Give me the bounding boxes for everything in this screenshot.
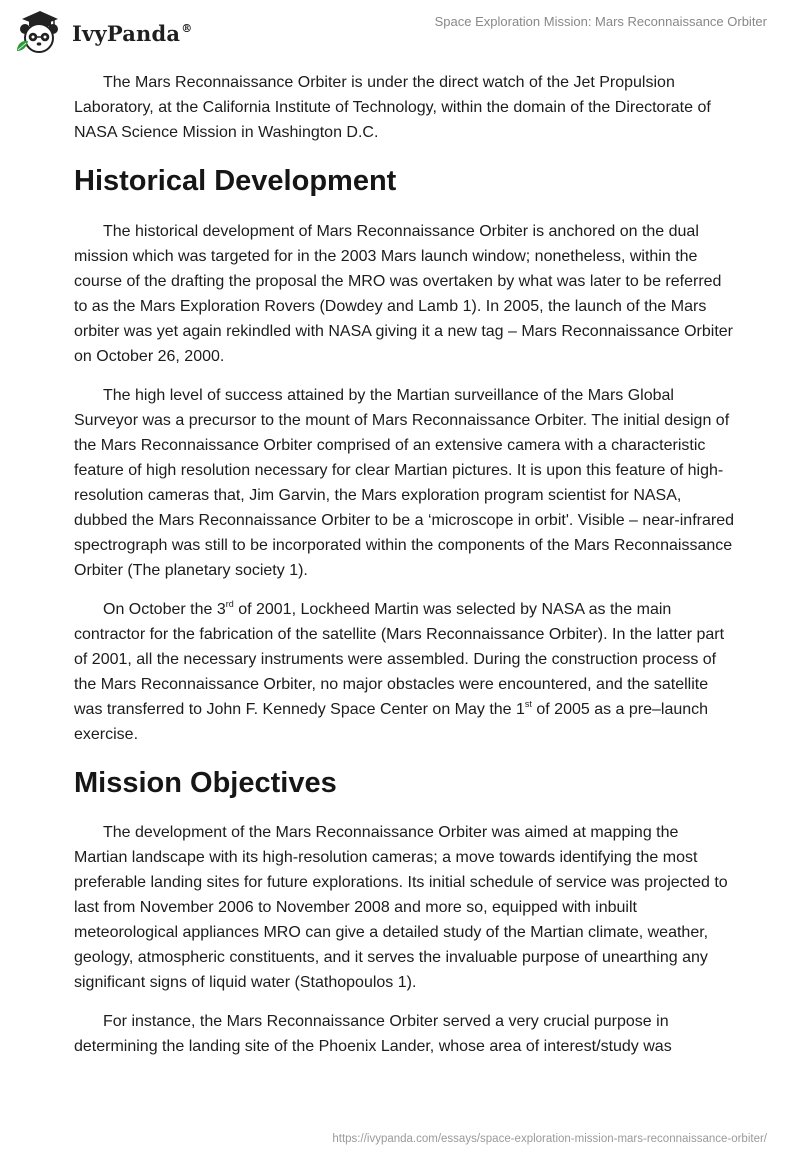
heading-historical-development: Historical Development [74,165,397,197]
panda-logo-icon [14,7,64,55]
paragraph-mission-1: The development of the Mars Reconnaissance Orbiter was aimed at mapping the Martian landscape with its high-resolution cameras; a move towards identifying the most preferable landing sites for future explorations. Its initial schedule of service was projected to last from November 2006 to November 2008 and more so, equipped with inbuilt meteorological appliances MRO can give a detailed study of the Martian climate, weather, geology, atmospheric constituents, and it serves the invaluable purpose of unearthing any significant signs of liquid water (Stathopoulos 1). [74,824,728,991]
ordinal-suffix: rd [225,599,234,609]
brand-name: IvyPanda® [72,20,193,46]
page-header [0,0,800,60]
essay-content [74,70,734,1073]
running-title: Space Exploration Mission: Mars Reconnaissance Orbiter [434,14,767,29]
paragraph-intro: The Mars Reconnaissance Orbiter is under the direct watch of the Jet Propulsion Laboratory, at the California Institute of Technology, within the domain of the Directorate of NASA Science Mission in Washington D.C. [74,74,711,141]
paragraph-mission-2: For instance, the Mars Reconnaissance Orbiter served a very crucial purpose in determining the landing site of the Phoenix Lander, whose area of interest/study was [74,1013,672,1055]
brand-logo[interactable] [14,7,192,55]
ordinal-suffix: st [524,699,532,709]
heading-mission-objectives: Mission Objectives [74,767,337,799]
paragraph-historical-1: The historical development of Mars Reconnaissance Orbiter is anchored on the dual mission which was targeted for in the 2003 Mars launch window; nonetheless, within the course of the drafting the proposal the MRO was overtaken by what was later to be referred to as the Mars Exploration Rovers (Dowdey and Lamb 1). In 2005, the launch of the Mars orbiter was yet again rekindled with NASA giving it a new tag – Mars Reconnaissance Orbiter on October 26, 2000. [74,223,733,365]
paragraph-historical-3: On October the 3rd of 2001, Lockheed Martin was selected by NASA as the main contractor for the fabrication of the satellite (Mars Reconnaissance Orbiter). In the latter part of 2001, all the necessary instruments were assembled. During the construction process of the Mars Reconnaissance Orbiter, no major obstacles were encountered, and the satellite was transferred to John F. Kennedy Space Center on May the 1st of 2005 as a pre–launch exercise. [74,599,725,743]
source-url-link[interactable]: https://ivypanda.com/essays/space-exploration-mission-mars-reconnaissance-orbiter/ [332,1133,767,1145]
paragraph-historical-2: The high level of success attained by the Martian surveillance of the Mars Global Surveyor was a precursor to the mount of Mars Reconnaissance Orbiter. The initial design of the Mars Reconnaissance Orbiter comprised of an extensive camera with a characteristic feature of high resolution necessary for clear Martian pictures. It is upon this feature of high-resolution cameras that, Jim Garvin, the Mars exploration program scientist for NASA, dubbed the Mars Reconnaissance Orbiter to be a ‘microscope in orbit'. Visible – near-infrared spectrograph was still to be incorporated within the components of the Mars Reconnaissance Orbiter (The planetary society 1). [74,387,734,579]
